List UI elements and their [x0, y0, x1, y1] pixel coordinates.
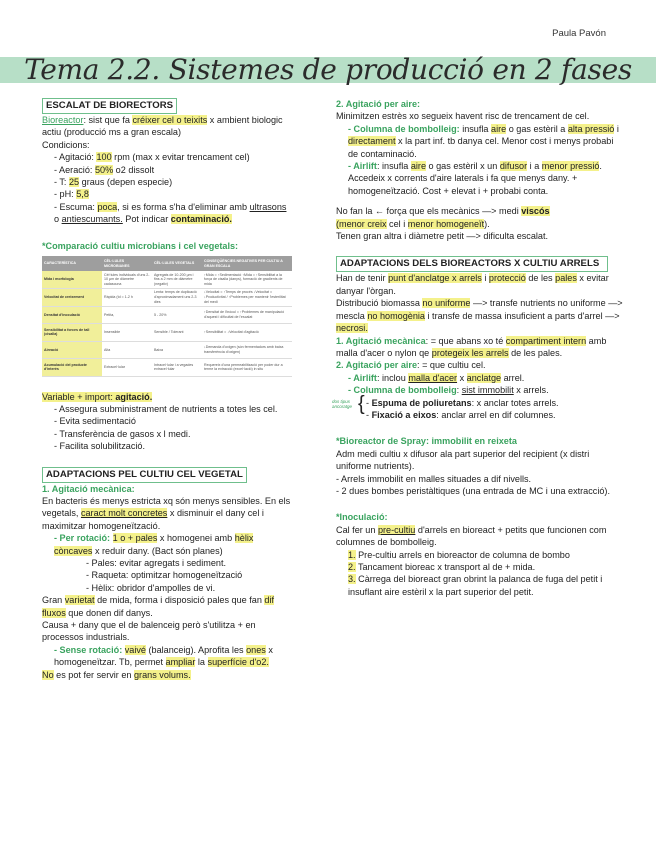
author-name: Paula Pavón	[552, 28, 606, 39]
comparison-table	[42, 256, 292, 377]
mechanical-agitation-heading: 1. Agitació mecànica:	[42, 483, 135, 494]
viscous-medium-text: No fan la ← força que els mecànics —> medi viscós (menor creix cel i menor homogeneït).	[336, 206, 550, 229]
table-row	[42, 341, 292, 359]
table-cell: Intracel·lular i a vegades extracel·lular	[152, 359, 202, 377]
root-air-agitation: 2. Agitació per aire: = que cultiu cel.	[336, 360, 486, 371]
table-cell: Sensible / Tolerant	[152, 324, 202, 342]
table-header-cell: CARACTERÍSTICA	[42, 256, 102, 271]
spray-text-3: - 2 dues bombes peristàltiques (una entrada de MC i una extracció).	[336, 485, 610, 496]
table-cell: Insensible	[102, 324, 152, 342]
table-cell: Acumulació del producte d'interès	[42, 359, 102, 377]
anchor-types-note: dos tipus ancoratge	[332, 398, 353, 409]
inoculation-heading: *Inoculació:	[336, 512, 388, 523]
anchor-foam: - Espuma de poliuretans: x anclar totes arrels.	[366, 397, 559, 408]
blade-type-pales: - Pales: evitar agregats i sediment.	[86, 558, 227, 569]
left-column	[42, 98, 292, 681]
condition-aeration: - Aeració: 50% o2 dissolt	[54, 164, 155, 175]
mechanical-agitation-text: En bacteris és menys estricta xq són menys sensibles. En els vegetals, caract molt concretes x disminuir el dany cel i maximitzar homogeneïtzació.	[42, 496, 291, 531]
agitation-benefit-solubility: - Facilita solubilització.	[54, 441, 145, 452]
table-cell: Mida i morfologia	[42, 271, 102, 289]
conditions-label: Condicions:	[42, 139, 90, 150]
volume-limit-text: No es pot fer servir en grans volums.	[42, 669, 191, 680]
table-cell: Densitat d'inoculació	[42, 306, 102, 324]
agitation-benefit-sediment: - Evita sedimentació	[54, 416, 136, 427]
inoculation-step-1: 1. Pre-cultiu arrels en bioreactor de columna de bombo	[348, 549, 570, 560]
inoculation-step-3: 3. Càrrega del bioreact gran obrint la palanca de fuga del petit i insuflant aire estèril x la part superior del petit.	[348, 574, 603, 597]
comparison-heading: *Comparació cultiu microbians i cel vegetals:	[42, 240, 239, 251]
table-cell: Cèl·lules individuals d'uns 2-10 µm de diàmetre cadascuna	[102, 271, 152, 289]
table-cell: Petita,	[102, 306, 152, 324]
blade-variety-text: Gran varietat de mida, forma i disposició pales que fan dif fluxos que donen dif danys.	[42, 595, 275, 618]
airlift-text: - Airlift: insufla aire o gas estèril x un difusor i a menor pressió. Accedeix x corrents d'aire laterals i fa que menys dany. + homogeneïtzació. Cost + elevat i + probabi conta.	[348, 161, 602, 196]
inoculation-intro: Cal fer un pre-cultiu d'arrels en bioreact + petits que funcionen com columnes de bombolleig.	[336, 524, 607, 548]
table-header-cell: CÈL·LULES VEGETALS	[152, 256, 202, 271]
table-cell: Extracel·lular	[102, 359, 152, 377]
section-heading-vegetal: ADAPTACIONS PEL CULTIU CEL VEGETAL	[42, 467, 247, 483]
table-cell: Alta	[102, 341, 152, 359]
agitation-benefit-nutrients: - Assegura subministrament de nutrients a totes les cel.	[54, 403, 278, 414]
inoculation-step-2: 2. Tancament bioreac x transport al de + mida.	[348, 562, 536, 572]
table-cell: ↓Velocitat = ↑Temps de procés ↓Velocitat = ↓Productivitat / ↑Problemes per mantenir l'esterilitat del medi	[202, 289, 292, 307]
table-cell: Lenta: temps de duplicació d'aproximadament uns 2-3 dies	[152, 289, 202, 307]
rotation-text: - Per rotació: 1 o + pales x homogenei amb hèlix còncaves x reduir dany. (Bact són planes)	[54, 533, 254, 556]
table-row	[42, 324, 292, 342]
table-row	[42, 359, 292, 377]
root-mechanical-agitation: 1. Agitació mecànica: = que abans xo té compartiment intern amb malla d'acer o nylon qe protegeix les arrels de les pales.	[336, 335, 607, 358]
root-airlift: - Airlift: inclou malla d'acer x anclatge arrel.	[348, 372, 525, 383]
anchor-types-group	[332, 392, 624, 422]
table-cell: ↑Densitat de l'inòcul = ↑Problemes de manipulació d'aquest i dificultat de l'escalat	[202, 306, 292, 324]
table-cell: Aireació	[42, 341, 102, 359]
condition-foam: - Escuma: poca, si es forma s'ha d'eliminar amb ultrasons o antiescumants. Pot indicar contaminació.	[54, 201, 287, 225]
condition-agitation: - Agitació: 100 rpm (max x evitar trencament cel)	[54, 152, 250, 163]
key-variable: Variable + import: agitació.	[42, 391, 153, 402]
section-heading-roots: ADAPTACIONS DELS BIOREACTORS X CULTIU ARRELS	[336, 256, 608, 272]
blade-type-helix: - Hèlix: obridor d'ampolles de vi.	[86, 582, 216, 593]
table-cell: 5 - 20%	[152, 306, 202, 324]
anchor-axes: - Fixació a eixos: anclar arrel en dif columnes.	[366, 409, 556, 420]
air-agitation-intro: Minimitzen estrès xo segueix havent risc de trencament de cel.	[336, 111, 590, 122]
table-row	[42, 289, 292, 307]
blade-type-raqueta: - Raqueta: optimitzar homogeneïtzació	[86, 570, 243, 581]
root-bubble-column: - Columna de bombolleig: sist immobilit x arrels.	[348, 385, 549, 396]
biomass-distribution-text: Distribució biomassa no uniforme —> transfe nutrients no uniforme —> mescla no homogènia i transfe de massa insuficient a parts d'arrel —> necrosi.	[336, 298, 623, 334]
air-agitation-heading: 2. Agitació per aire:	[336, 99, 421, 109]
right-column	[332, 98, 624, 598]
spray-bioreactor-heading: *Bioreactor de Spray: immobilit en reixeta	[336, 436, 517, 447]
spray-text-2: - Arrels immobilit en malles situades a dif nivells.	[336, 473, 532, 484]
table-row	[42, 271, 292, 289]
section-heading-escalat: ESCALAT DE BIORECTORS	[42, 98, 177, 114]
condition-ph: - pH: 5,8	[54, 189, 89, 200]
table-cell: ↓Demanda d'oxigen (sòn fermentadors amb baixa transferència d'oxigen)	[202, 341, 292, 359]
table-cell: ↑Sensibilitat = ↓Velocitat d'agitació	[202, 324, 292, 342]
spray-text-1: Adm medi cultiu x difusor ala part superior del recipient (x distri uniforme nutrients).	[336, 448, 590, 472]
table-cell: Baixa	[152, 341, 202, 359]
table-cell: Velocitat de creixement	[42, 289, 102, 307]
table-header-cell: CÈL·LULES MICROBIANES	[102, 256, 152, 271]
table-header-cell: CONSEQÜÈNCIES NEGATIVES PER CULTIU A GRAN ESCALA	[202, 256, 292, 271]
no-rotation-text: - Sense rotació: vaivé (balanceig). Aprofita les ones x homogeneïtzar. Tb, permet ampliar la superfície d'o2.	[54, 644, 273, 668]
table-cell: Sensibilitat a forces de tall (cisalla)	[42, 324, 102, 342]
table-cell: Requereix d'una permeabilització per poder dur a terme la extracció (excel·lació) in situ	[202, 359, 292, 377]
damage-text: Causa + dany que el de balenceig però s'utilitza + en processos industrials.	[42, 620, 256, 643]
scaling-difficulty-text: Tenen gran altra i diàmetre petit —> dificulta escalat.	[336, 231, 549, 242]
condition-temperature: - T: 25 graus (depen especie)	[54, 177, 173, 188]
page-title: Tema 2.2. Sistemes de producció en 2 fases	[24, 53, 632, 86]
bioreactor-definition: Bioreactor: sist que fa créixer cel o teixits x ambient biologic actiu (producció ms a gran escala)	[42, 115, 283, 138]
table-row	[42, 306, 292, 324]
agitation-benefit-gas: - Transferència de gasos x l medi.	[54, 428, 191, 439]
root-anchor-text: Han de tenir punt d'anclatge x arrels i protecció de les pales x evitar danyar l'òrgan.	[336, 273, 609, 296]
brace-icon: {	[358, 392, 365, 415]
table-cell: Ràpida (td = 1-2 h	[102, 289, 152, 307]
table-cell: Agregats de 10-200 µm i fins a 2 mm de diàmetre (negativ)	[152, 271, 202, 289]
bubble-column-text: - Columna de bombolleig: insufla aire o gas estèril a alta pressió i directament x la part inf. tb danya cel. Menor cost i menys probabi de contaminació.	[348, 123, 619, 159]
table-cell: ↑Mida = ↑Sedimentació ↑Mida = ↑Sensibilitat a la força de cisalla (danys), formació de gradients de mida	[202, 271, 292, 289]
